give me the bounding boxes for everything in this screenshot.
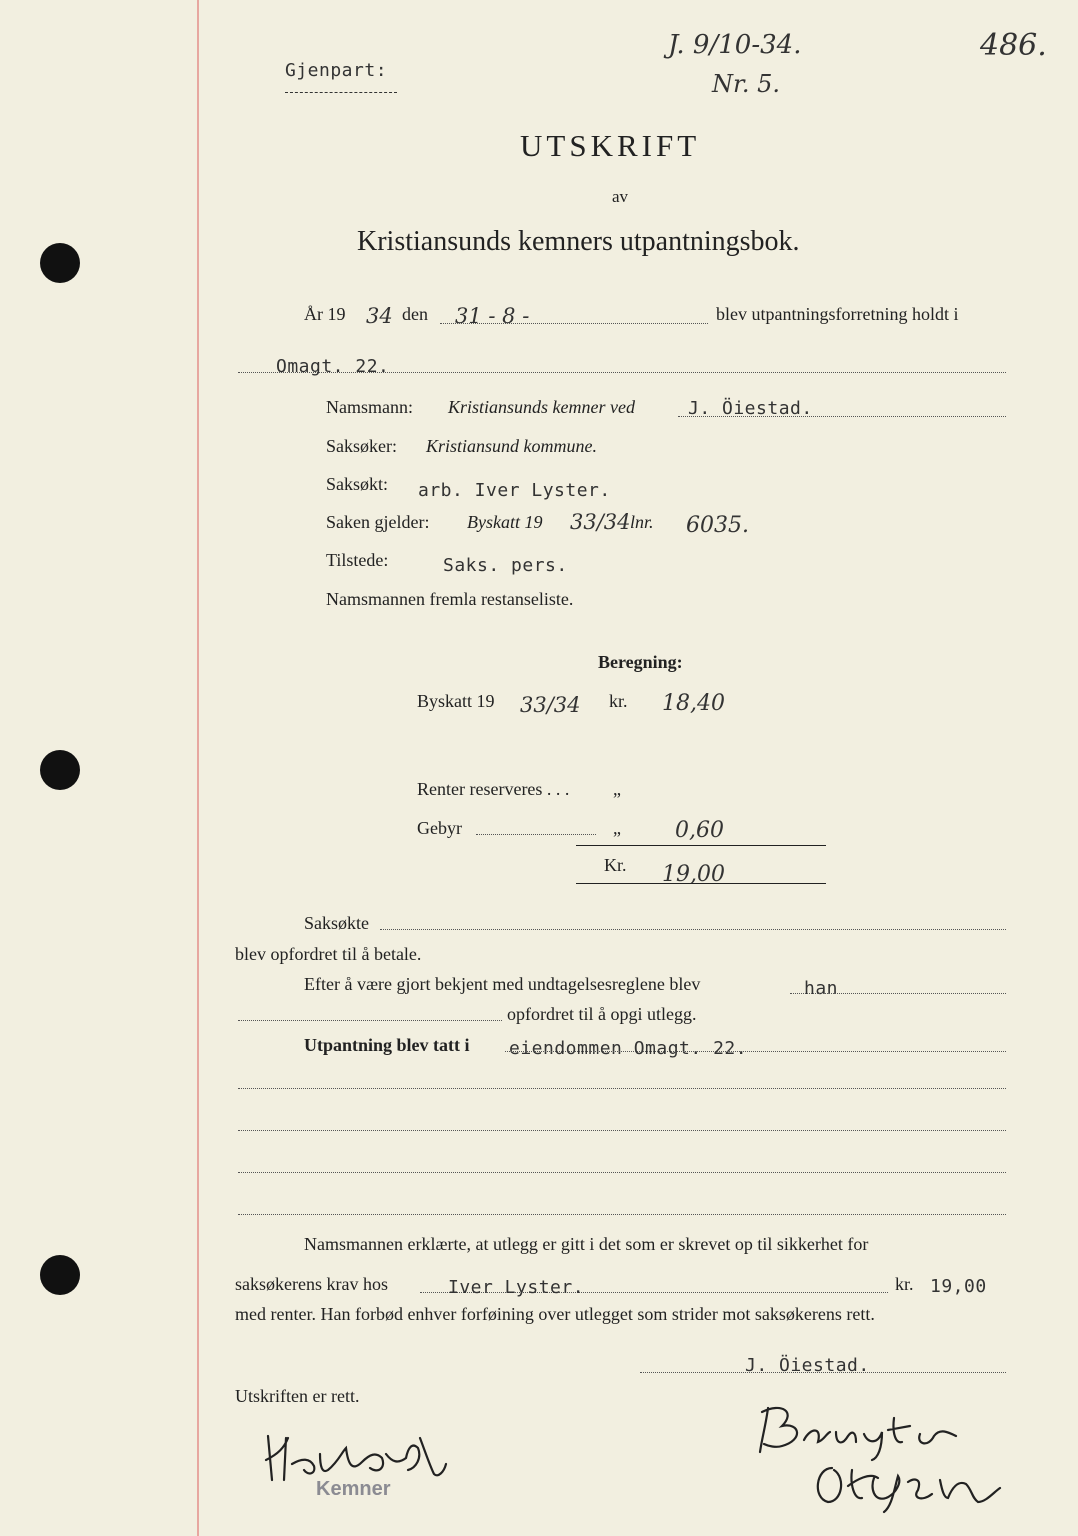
total-amount: 19,00 bbox=[662, 862, 725, 887]
byskatt-amount: 18,40 bbox=[662, 691, 725, 716]
document-title: UTSKRIFT bbox=[520, 128, 701, 163]
krav-name: Iver Lyster. bbox=[448, 1277, 585, 1298]
renter-label: Renter reserveres . . . bbox=[417, 779, 570, 799]
tilstede-label: Tilstede: bbox=[326, 550, 389, 570]
opgi-dotted-line bbox=[238, 1020, 502, 1021]
utskriften-rett: Utskriften er rett. bbox=[235, 1386, 360, 1406]
beregning-heading: Beregning: bbox=[598, 652, 683, 672]
restanse-text: Namsmannen fremla restanseliste. bbox=[326, 589, 574, 609]
total-rule bbox=[576, 883, 826, 884]
namsmann-dotted-line bbox=[678, 416, 1006, 417]
blank-dotted-line bbox=[238, 1088, 1006, 1089]
saken-label: Saken gjelder: bbox=[326, 512, 430, 532]
title-av: av bbox=[612, 187, 629, 206]
efter-dotted-line bbox=[790, 993, 1006, 994]
krav-amount: 19,00 bbox=[930, 1276, 987, 1297]
namsmann-value: Kristiansunds kemner ved bbox=[448, 397, 635, 417]
blank-dotted-line bbox=[238, 1130, 1006, 1131]
opfordret-text: blev opfordret til å betale. bbox=[235, 944, 422, 964]
byskatt-kr: kr. bbox=[609, 691, 628, 711]
saksokte-label: Saksøkte bbox=[304, 913, 369, 933]
handwritten-signature-left bbox=[258, 1418, 448, 1496]
blank-dotted-line bbox=[238, 1214, 1006, 1215]
annotation-date: J. 9/10-34. bbox=[668, 30, 802, 60]
efter-text: Efter å være gjort bekjent med undtagelsesreglene blev bbox=[304, 974, 701, 994]
saksoker-value: Kristiansund kommune. bbox=[426, 436, 597, 456]
sum-rule bbox=[576, 845, 826, 846]
held-text: blev utpantningsforretning holdt i bbox=[716, 304, 959, 324]
utpantning-label: Utpantning blev tatt i bbox=[304, 1035, 470, 1055]
den-label: den bbox=[402, 304, 428, 324]
saken-number: 6035. bbox=[686, 513, 749, 538]
opgi-text: opfordret til å opgi utlegg. bbox=[507, 1004, 697, 1024]
utpantning-dotted-line bbox=[505, 1051, 1006, 1052]
handwritten-signature-right bbox=[752, 1398, 1012, 1514]
saksokt-value: arb. Iver Lyster. bbox=[418, 480, 611, 501]
document-subtitle: Kristiansunds kemners utpantningsbok. bbox=[357, 226, 800, 257]
byskatt-label: Byskatt 19 bbox=[417, 691, 495, 711]
saksoker-label: Saksøker: bbox=[326, 436, 397, 456]
byskatt-years: 33/34 bbox=[520, 693, 581, 717]
typed-signature: J. Öiestad. bbox=[745, 1355, 870, 1376]
year-suffix: 34 bbox=[366, 304, 393, 328]
renter-mark: „ bbox=[613, 779, 621, 799]
page-number: 486. bbox=[980, 28, 1047, 63]
erklaerte-text: Namsmannen erklærte, at utlegg er gitt i det som er skrevet op til sikkerhet for bbox=[304, 1234, 869, 1254]
namsmann-typed: J. Öiestad. bbox=[688, 398, 813, 419]
krav-label: saksøkerens krav hos bbox=[235, 1274, 388, 1294]
session-location: Omagt. 22. bbox=[276, 356, 390, 377]
punch-hole bbox=[40, 750, 80, 790]
annotation-number: Nr. 5. bbox=[712, 70, 780, 98]
utpantning-value: eiendommen Omagt. 22. bbox=[509, 1038, 748, 1059]
copy-label: Gjenpart: bbox=[285, 60, 388, 81]
session-date: 31 - 8 - bbox=[455, 304, 530, 328]
margin-line bbox=[197, 0, 199, 1536]
punch-hole bbox=[40, 243, 80, 283]
efter-who: han bbox=[804, 978, 839, 999]
gebyr-dotted-line bbox=[476, 834, 596, 835]
saksokte-dotted-line bbox=[380, 929, 1006, 930]
namsmann-label: Namsmann: bbox=[326, 397, 413, 417]
gebyr-mark: „ bbox=[613, 818, 621, 838]
gebyr-amount: 0,60 bbox=[675, 818, 724, 843]
krav-kr: kr. bbox=[895, 1274, 914, 1294]
date-dotted-line bbox=[440, 323, 708, 324]
year-prefix: År 19 bbox=[304, 304, 346, 324]
saken-lnr: lnr. bbox=[630, 512, 654, 532]
blank-dotted-line bbox=[238, 1172, 1006, 1173]
saksokt-label: Saksøkt: bbox=[326, 474, 389, 494]
saken-byskatt: Byskatt 19 bbox=[467, 512, 543, 532]
saken-years: 33/34 bbox=[570, 510, 631, 534]
copy-underline bbox=[285, 92, 397, 93]
renter-text: med renter. Han forbød enhver forføining over utlegget som strider mot saksøkerens rett. bbox=[235, 1304, 875, 1324]
tilstede-value: Saks. pers. bbox=[443, 555, 568, 576]
punch-hole bbox=[40, 1255, 80, 1295]
gebyr-label: Gebyr bbox=[417, 818, 462, 838]
total-kr: Kr. bbox=[604, 855, 627, 875]
kemner-stamp: Kemner bbox=[316, 1478, 391, 1500]
